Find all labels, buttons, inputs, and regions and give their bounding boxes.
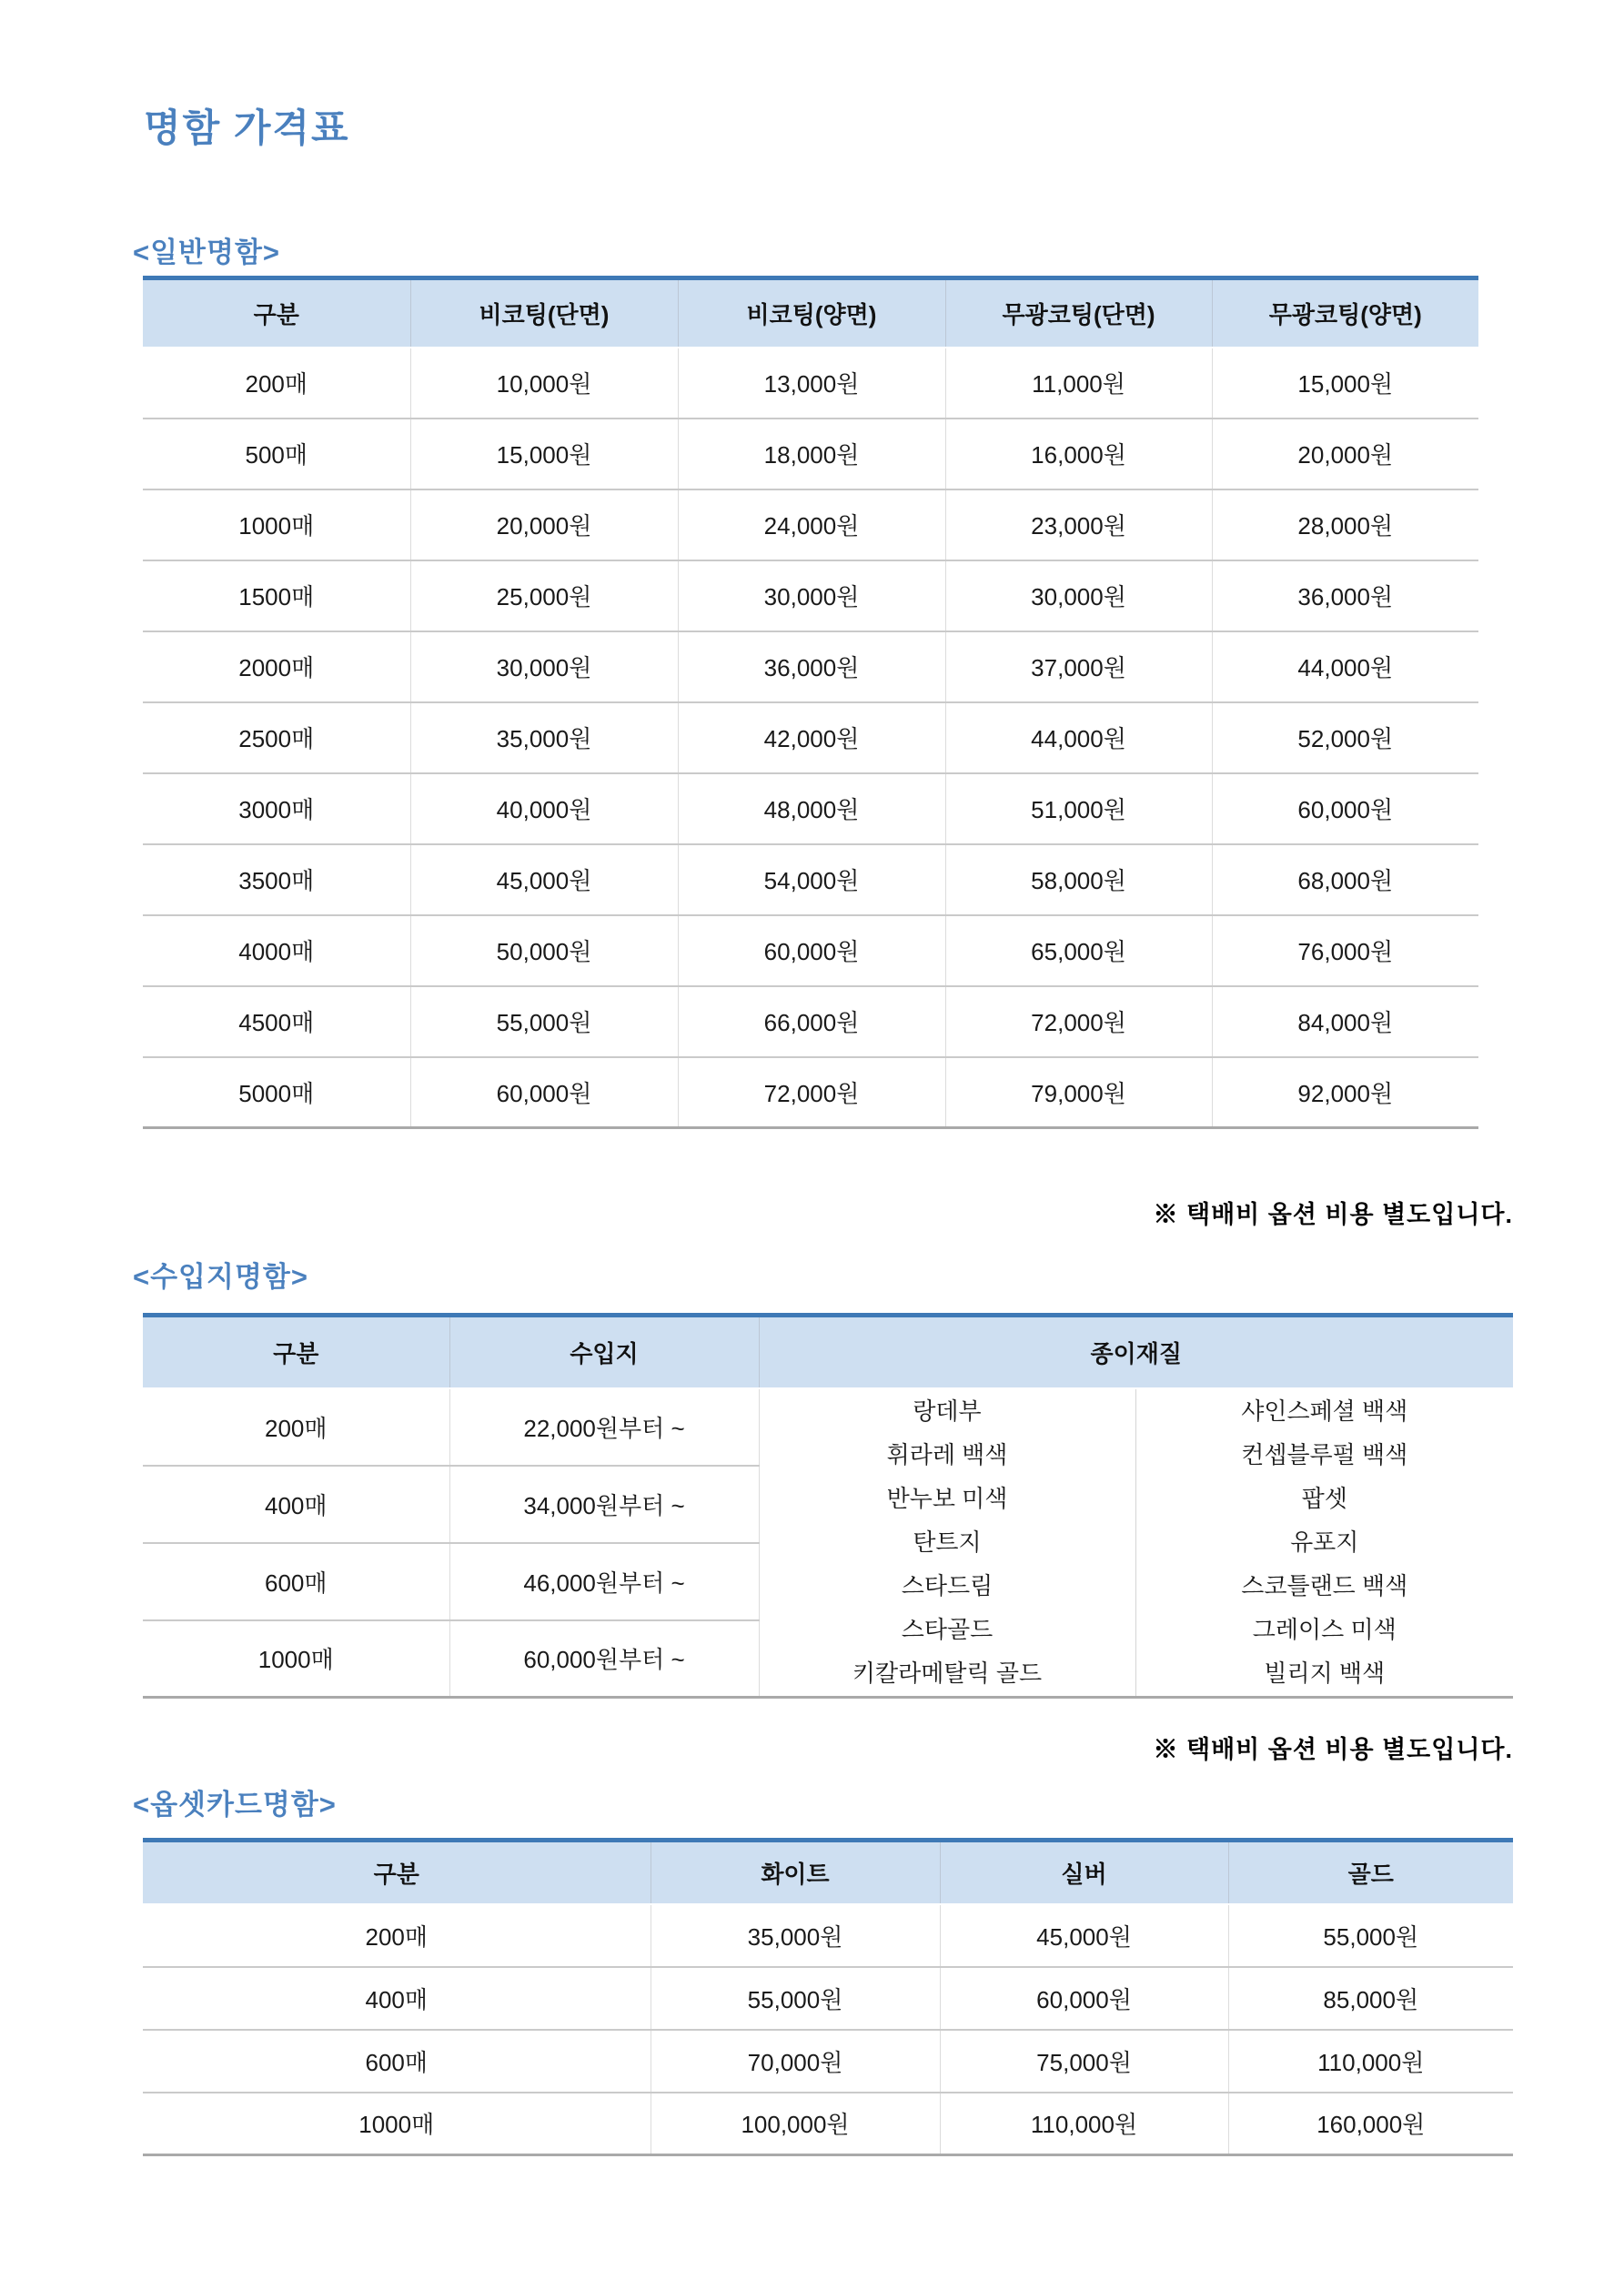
quantity-cell: 1500매 bbox=[143, 560, 410, 631]
price-cell: 20,000원 bbox=[410, 489, 678, 560]
quantity-cell: 3500매 bbox=[143, 844, 410, 915]
header-row bbox=[143, 1841, 1513, 1904]
column-header: 구분 bbox=[143, 278, 410, 348]
paper-types-cell bbox=[759, 1388, 1135, 1698]
price-cell: 52,000원 bbox=[1212, 702, 1478, 773]
paper-type-item: 그레이스 미색 bbox=[1252, 1616, 1397, 1644]
paper-type-item: 팝셋 bbox=[1301, 1485, 1347, 1513]
paper-type-item: 빌리지 백색 bbox=[1264, 1659, 1386, 1688]
general-cards-price-table bbox=[143, 276, 1478, 1129]
table-row bbox=[143, 348, 1478, 419]
price-cell: 13,000원 bbox=[678, 348, 945, 419]
table-row bbox=[143, 1904, 1513, 1967]
table-row bbox=[143, 1967, 1513, 2030]
price-cell: 68,000원 bbox=[1212, 844, 1478, 915]
column-header: 실버 bbox=[940, 1841, 1228, 1904]
section-heading-imported-paper-cards: <수입지명함> bbox=[133, 1261, 308, 1293]
price-cell: 72,000원 bbox=[945, 986, 1212, 1057]
paper-type-item: 키칼라메탈릭 골드 bbox=[852, 1659, 1043, 1688]
imported-table-header bbox=[143, 1316, 1513, 1388]
table-row bbox=[143, 2093, 1513, 2155]
table-row bbox=[143, 489, 1478, 560]
paper-type-item: 랑데부 bbox=[913, 1397, 982, 1426]
price-cell: 92,000원 bbox=[1212, 1057, 1478, 1128]
offset-table-header bbox=[143, 1841, 1513, 1904]
table-row bbox=[143, 773, 1478, 844]
price-cell: 30,000원 bbox=[678, 560, 945, 631]
quantity-cell: 3000매 bbox=[143, 773, 410, 844]
table-row bbox=[143, 419, 1478, 489]
price-cell: 10,000원 bbox=[410, 348, 678, 419]
paper-type-item: 컨셉블루펄 백색 bbox=[1241, 1441, 1408, 1469]
price-cell: 44,000원 bbox=[1212, 631, 1478, 702]
shipping-fee-note: ※ 택배비 옵션 비용 별도입니다. bbox=[1153, 1736, 1513, 1763]
quantity-cell: 1000매 bbox=[143, 489, 410, 560]
table-row bbox=[143, 702, 1478, 773]
price-cell: 34,000원부터 ~ bbox=[449, 1466, 759, 1543]
quantity-cell: 200매 bbox=[365, 1922, 428, 1951]
price-cell: 46,000원부터 ~ bbox=[449, 1543, 759, 1620]
price-cell: 110,000원 bbox=[1228, 2030, 1513, 2093]
price-cell: 72,000원 bbox=[678, 1057, 945, 1128]
price-cell: 85,000원 bbox=[1228, 1967, 1513, 2030]
paper-type-item: 스타드림 bbox=[901, 1572, 994, 1600]
paper-type-item: 휘라레 백색 bbox=[886, 1441, 1008, 1469]
price-cell: 48,000원 bbox=[678, 773, 945, 844]
price-cell: 66,000원 bbox=[678, 986, 945, 1057]
price-cell: 23,000원 bbox=[945, 489, 1212, 560]
price-cell: 60,000원 bbox=[940, 1967, 1228, 2030]
quantity-cell: 500매 bbox=[143, 419, 410, 489]
quantity-cell: 1000매 bbox=[143, 2093, 651, 2155]
price-cell: 22,000원부터 ~ bbox=[449, 1388, 759, 1466]
column-header: 구분 bbox=[143, 1841, 651, 1904]
offset-table-body bbox=[143, 1904, 1513, 2155]
price-cell: 58,000원 bbox=[945, 844, 1212, 915]
table-row bbox=[143, 631, 1478, 702]
price-cell: 16,000원 bbox=[945, 419, 1212, 489]
paper-type-item: 스코틀랜드 백색 bbox=[1241, 1572, 1408, 1600]
price-cell: 75,000원 bbox=[940, 2030, 1228, 2093]
price-cell: 25,000원 bbox=[410, 560, 678, 631]
column-header: 수입지 bbox=[449, 1316, 759, 1388]
imported-table-body bbox=[143, 1388, 1513, 1698]
price-cell: 45,000원 bbox=[940, 1904, 1228, 1967]
quantity-cell: 600매 bbox=[143, 1543, 449, 1620]
price-cell: 42,000원 bbox=[678, 702, 945, 773]
quantity-cell: 2500매 bbox=[143, 702, 410, 773]
price-cell: 55,000원 bbox=[1228, 1904, 1513, 1967]
table-row bbox=[143, 844, 1478, 915]
quantity-cell: 1000매 bbox=[143, 1620, 449, 1698]
column-header: 비코팅(양면) bbox=[678, 278, 945, 348]
price-cell: 30,000원 bbox=[410, 631, 678, 702]
column-header: 화이트 bbox=[651, 1841, 940, 1904]
table-row bbox=[143, 560, 1478, 631]
price-cell: 76,000원 bbox=[1212, 915, 1478, 986]
table-row bbox=[143, 986, 1478, 1057]
price-cell: 110,000원 bbox=[940, 2093, 1228, 2155]
paper-type-item: 스타골드 bbox=[901, 1616, 994, 1644]
general-table-body bbox=[143, 348, 1478, 1128]
column-header: 비코팅(단면) bbox=[410, 278, 678, 348]
quantity-cell: 4000매 bbox=[143, 915, 410, 986]
quantity-cell: 600매 bbox=[143, 2030, 651, 2093]
price-cell: 51,000원 bbox=[945, 773, 1212, 844]
table-row bbox=[143, 1057, 1478, 1128]
quantity-cell: 200매 bbox=[265, 1414, 328, 1442]
quantity-cell: 400매 bbox=[143, 1967, 651, 2030]
price-cell: 60,000원 bbox=[1212, 773, 1478, 844]
paper-type-item: 유포지 bbox=[1290, 1528, 1359, 1557]
price-cell: 24,000원 bbox=[678, 489, 945, 560]
price-cell: 20,000원 bbox=[1212, 419, 1478, 489]
price-cell: 35,000원 bbox=[651, 1904, 940, 1967]
price-cell: 65,000원 bbox=[945, 915, 1212, 986]
price-cell: 100,000원 bbox=[651, 2093, 940, 2155]
price-cell: 60,000원부터 ~ bbox=[449, 1620, 759, 1698]
price-cell: 160,000원 bbox=[1228, 2093, 1513, 2155]
paper-types-cell bbox=[1135, 1388, 1513, 1698]
quantity-cell: 400매 bbox=[143, 1466, 449, 1543]
shipping-fee-note: ※ 택배비 옵션 비용 별도입니다. bbox=[1153, 1201, 1513, 1228]
header-row bbox=[143, 1316, 1513, 1388]
price-cell: 60,000원 bbox=[410, 1057, 678, 1128]
price-cell: 15,000원 bbox=[410, 419, 678, 489]
quantity-cell: 4500매 bbox=[143, 986, 410, 1057]
price-cell: 45,000원 bbox=[410, 844, 678, 915]
section-heading-offset-cards: <옵셋카드명함> bbox=[133, 1789, 337, 1821]
column-header: 종이재질 bbox=[759, 1316, 1513, 1388]
price-cell: 60,000원 bbox=[678, 915, 945, 986]
paper-type-item: 샤인스페셜 백색 bbox=[1241, 1397, 1408, 1426]
price-cell: 70,000원 bbox=[651, 2030, 940, 2093]
column-header: 골드 bbox=[1228, 1841, 1513, 1904]
general-table-header bbox=[143, 278, 1478, 348]
price-cell: 15,000원 bbox=[1212, 348, 1478, 419]
column-header: 무광코팅(단면) bbox=[945, 278, 1212, 348]
price-cell: 55,000원 bbox=[651, 1967, 940, 2030]
price-cell: 35,000원 bbox=[410, 702, 678, 773]
quantity-cell: 5000매 bbox=[143, 1057, 410, 1128]
table-row bbox=[143, 2030, 1513, 2093]
price-cell: 37,000원 bbox=[945, 631, 1212, 702]
price-cell: 30,000원 bbox=[945, 560, 1212, 631]
price-cell: 40,000원 bbox=[410, 773, 678, 844]
table-row bbox=[143, 915, 1478, 986]
paper-type-item: 반누보 미색 bbox=[886, 1485, 1008, 1513]
section-heading-general-cards: <일반명함> bbox=[133, 237, 280, 268]
table-row bbox=[143, 1388, 1513, 1466]
price-cell: 54,000원 bbox=[678, 844, 945, 915]
price-cell: 18,000원 bbox=[678, 419, 945, 489]
column-header: 무광코팅(양면) bbox=[1212, 278, 1478, 348]
imported-paper-price-table bbox=[143, 1313, 1513, 1699]
price-cell: 36,000원 bbox=[678, 631, 945, 702]
price-cell: 28,000원 bbox=[1212, 489, 1478, 560]
column-header: 구분 bbox=[143, 1316, 449, 1388]
quantity-cell: 200매 bbox=[245, 370, 308, 398]
price-cell: 11,000원 bbox=[945, 348, 1212, 419]
price-cell: 44,000원 bbox=[945, 702, 1212, 773]
price-cell: 36,000원 bbox=[1212, 560, 1478, 631]
header-row bbox=[143, 278, 1478, 348]
page-title: 명함 가격표 bbox=[144, 106, 350, 149]
price-cell: 55,000원 bbox=[410, 986, 678, 1057]
quantity-cell: 2000매 bbox=[143, 631, 410, 702]
price-cell: 79,000원 bbox=[945, 1057, 1212, 1128]
paper-type-item: 탄트지 bbox=[913, 1528, 982, 1557]
offset-cards-price-table bbox=[143, 1838, 1513, 2156]
price-cell: 50,000원 bbox=[410, 915, 678, 986]
price-cell: 84,000원 bbox=[1212, 986, 1478, 1057]
